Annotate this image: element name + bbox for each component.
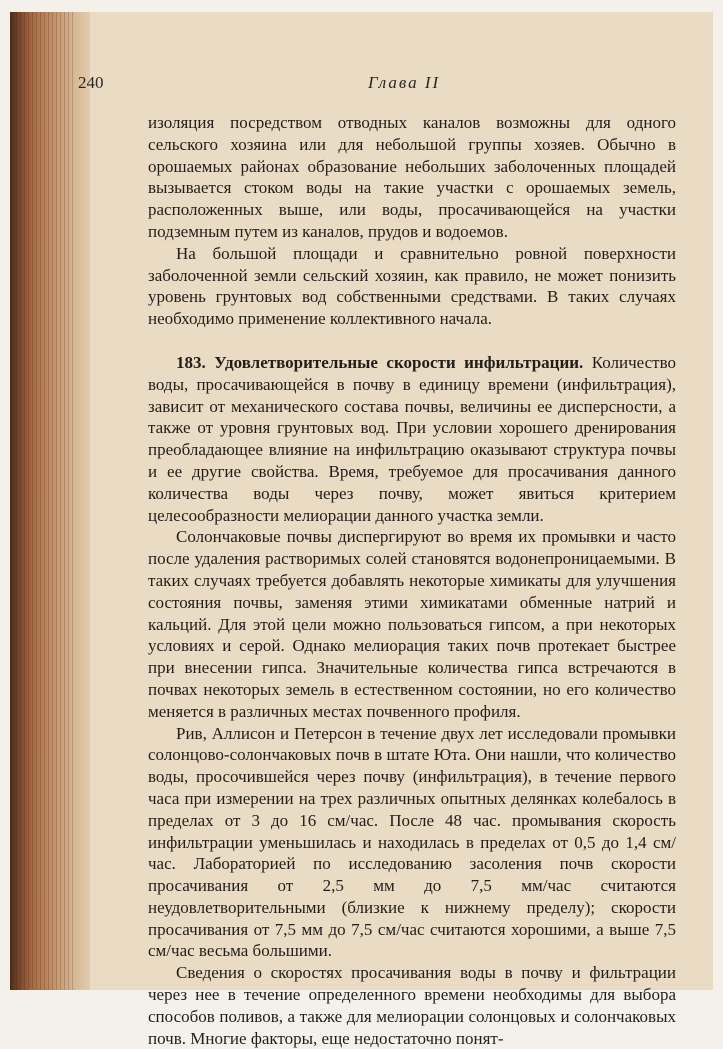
paragraph-6: Сведения о скоростях просачивания воды в почву и фильтрации через нее в течение определенного времени необходимы для выбора способов поливов, а также для мелиорации солонцовых и солончаковых почв. Многие факторы, еще недостаточно понят- <box>148 963 676 1048</box>
running-header <box>78 73 638 93</box>
section-gap <box>148 330 676 352</box>
paragraph-2: На большой площади и сравнительно ровной поверхности заболоченной земли сельский хозяин, как правило, не может понизить уровень грунтовых вод собственными средствами. В таких случаях необходимо применение коллективного начала. <box>148 243 676 329</box>
paragraph-3-text: Количество воды, просачивающейся в почву в единицу времени (инфильтрация), зависит от механического состава почвы, величины ее дисперсности, а также от уровня грунтовых вод. При условии хорошего дренирования преобладающее влияние на инфильтрацию оказывают структура почвы и ее другие свойства. Время, требуемое для просачивания данного количества воды через почву, может явиться критерием целесообразности мелиорации данного участка земли. <box>148 352 676 525</box>
page-number: 240 <box>78 73 104 92</box>
page-edges <box>16 12 76 990</box>
chapter-title: Глава II <box>368 73 441 92</box>
paragraph-3 <box>148 352 676 526</box>
body-text <box>148 112 676 1049</box>
paragraph-5: Рив, Аллисон и Петерсон в течение двух лет исследовали промывки солонцово-солончаковых почв в штате Юта. Они нашли, что количество воды, просочившейся через почву (инфильтрация), в течение первого часа при измерении на трех различных опытных делянках колебалось в пределах от 3 до 16 см/час. После 48 час. промывания скорость инфильтрации уменьшилась и находилась в пределах от 0,5 до 1,4 см/час. Лабораторией по исследованию засоления почв скорости просачивания от 2,5 мм до 7,5 мм/час считаются неудовлетворительными (близкие к нижнему пределу); скорости просачивания от 7,5 мм до 7,5 см/час считаются хорошими, а выше 7,5 см/час весьма большими. <box>148 723 676 961</box>
section-heading: 183. Удовлетворительные скорости инфильтрации. <box>176 352 584 372</box>
paragraph-4: Солончаковые почвы диспергируют во время их промывки и часто после удаления растворимых солей становятся водонепроницаемыми. В таких случаях требуется добавлять некоторые химикаты для улучшения состояния почвы, заменяя этими химикатами обменные натрий и кальций. Для этой цели можно пользоваться гипсом, а при некоторых условиях и серой. Однако мелиорация таких почв протекает быстрее при внесении гипса. Значительные количества гипса встречаются в почвах некоторых земель в естественном состоянии, но его количество меняется в различных местах почвенного профиля. <box>148 527 676 721</box>
book-spine <box>10 12 90 990</box>
paragraph-1: изоляция посредством отводных каналов возможны для одного сельского хозяина или для небольшой группы хозяев. Обычно в орошаемых районах образование небольших заболоченных площадей вызывается стоком воды на такие участки с орошаемых земель, расположенных выше, или воды, просачивающейся на участки подземным путем из каналов, прудов и водоемов. <box>148 113 676 241</box>
